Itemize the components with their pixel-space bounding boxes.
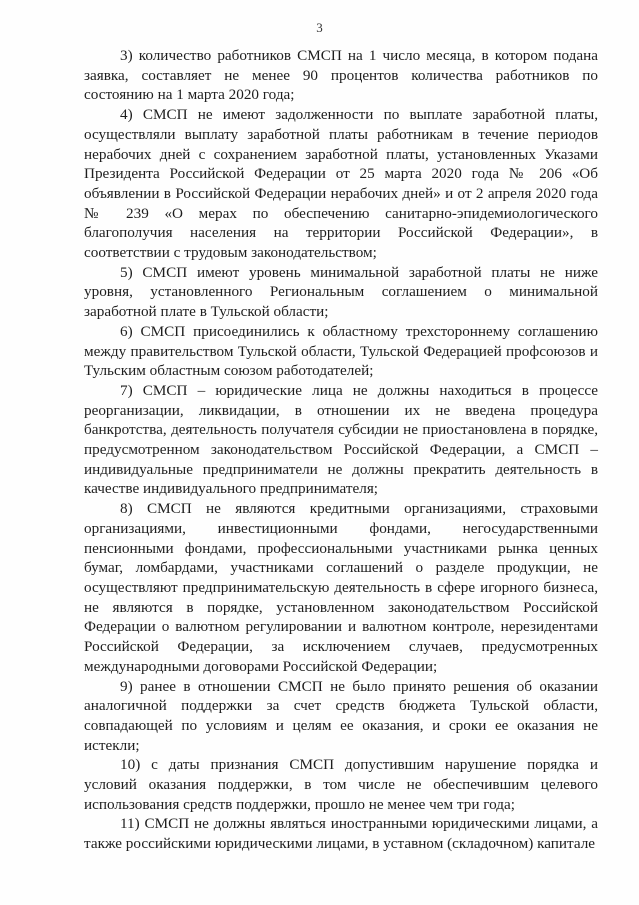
paragraph-item-11: 11) СМСП не должны являться иностранными юридическими лицами, а также российскими юридическими лицами, в уставном (складочном) капитале: [84, 815, 598, 853]
paragraph-item-5: 5) СМСП имеют уровень минимальной заработной платы не ниже уровня, установленного Региональным соглашением о минимальной заработной плате в Тульской области;: [84, 263, 598, 321]
paragraph-item-8: 8) СМСП не являются кредитными организациями, страховыми организациями, инвестиционными фондами, негосударственными пенсионными фондами, профессиональными участниками рынка ценных бумаг, ломбардами, участниками соглашений о разделе продукции, не осуществляют предпринимательскую деятельность в сфере игорного бизнеса, не являются в порядке, установленном законодательством Российской Федерации о валютном регулировании и валютном контроле, нерезидентами Российской Федерации, за исключением случаев, предусмотренных международными договорами Российской Федерации;: [84, 500, 598, 675]
paragraph-item-3: 3) количество работников СМСП на 1 число месяца, в котором подана заявка, составляет не менее 90 процентов количества работников по состоянию на 1 марта 2020 года;: [84, 47, 598, 104]
paragraph-item-9: 9) ранее в отношении СМСП не было принято решения об оказании аналогичной поддержки за счет средств бюджета Тульской области, совпадающей по условиям и целям ее оказания, и сроки ее оказания не истекли;: [84, 677, 598, 754]
paragraph-item-7: 7) СМСП – юридические лица не должны находиться в процессе реорганизации, ликвидации, в отношении их не введена процедура банкротства, деятельность получателя субсидии не приостановлена в порядке, предусмотренном законодательством Российской Федерации, а СМСП – индивидуальные предприниматели не должны прекратить деятельность в качестве индивидуального предпринимателя;: [84, 381, 598, 498]
document-body: [84, 46, 598, 854]
paragraph-item-4: 4) СМСП не имеют задолженности по выплате заработной платы, осуществляли выплату заработной платы работникам в течение периодов нерабочих дней с сохранением заработной платы, установленных Указами Президента Российской Федерации от 25 марта 2020 года № 206 «Об объявлении в Российской Федерации нерабочих дней» и от 2 апреля 2020 года № 239 «О мерах по обеспечению санитарно-эпидемиологического благополучия населения на территории Российской Федерации», в соответствии с трудовым законодательством;: [84, 106, 598, 262]
page-number: 3: [316, 20, 323, 35]
paragraph-item-10: 10) с даты признания СМСП допустившим нарушение порядка и условий оказания поддержки, в том числе не обеспечившим целевого использования средств поддержки, прошло не менее чем три года;: [84, 756, 598, 813]
paragraph-item-6: 6) СМСП присоединились к областному трехстороннему соглашению между правительством Тульской области, Тульской Федерацией профсоюзов и Тульским областным союзом работодателей;: [84, 322, 598, 380]
